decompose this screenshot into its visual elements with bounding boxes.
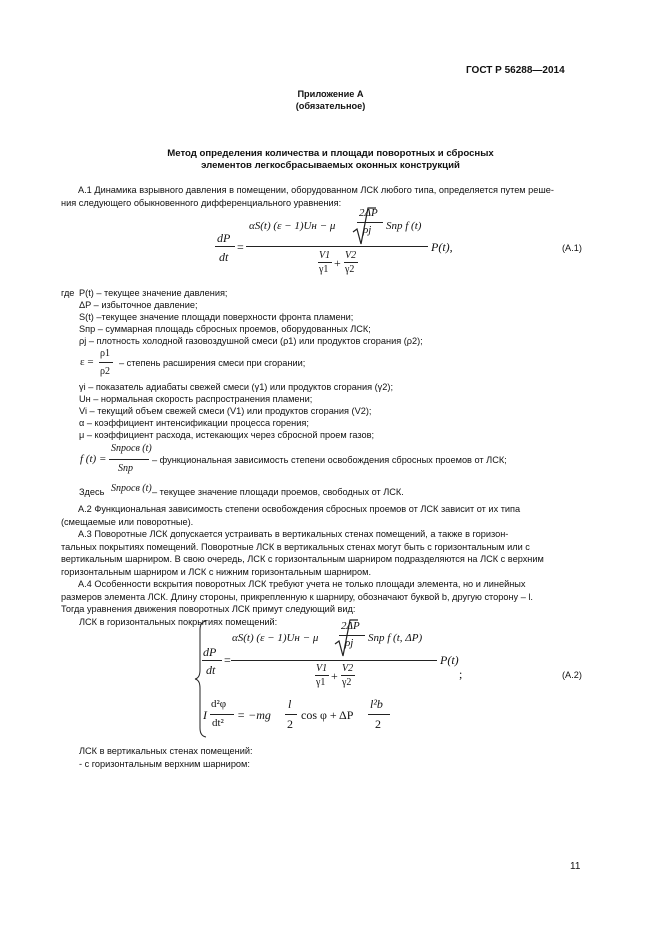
a2-den-plus: + (331, 669, 338, 683)
a2-l2b-den: 2 (375, 717, 381, 731)
a2-numerator-main: αS(t) (ε − 1)Uн − μ (232, 632, 319, 644)
definition-spr: Sпр – суммарная площадь сбросных проемов, оборудованных ЛСК; (79, 324, 371, 334)
den-g1: γ1 (319, 264, 329, 275)
den-v1-bar (318, 262, 332, 263)
a2-sqrt-numerator: 2ΔP (341, 620, 360, 632)
paragraph-a3-line: горизонтальным шарниром и ЛСК с нижним горизонтальным шарниром. (61, 566, 371, 577)
definition-mu: μ – коэффициент расхода, истекающих через сбросной проем газов; (79, 430, 374, 440)
den-v2-bar (344, 262, 358, 263)
paragraph-a3 (61, 528, 584, 578)
a2-dt2: dt² (212, 717, 224, 729)
numerator-tail: Sпр f (t) (386, 220, 422, 232)
den-v2: V2 (345, 250, 357, 261)
definition-vi: Vi – текущий объем свежей смеси (V1) или продуктов сгорания (V2); (79, 406, 372, 416)
section-title-line2: элементов легкосбрасываемых оконных конструкций (201, 160, 460, 171)
a2-inertia: I (203, 708, 207, 722)
paragraph-a2 (61, 503, 584, 528)
vertical-walls-label: ЛСК в вертикальных стенах помещений: (79, 746, 253, 756)
appendix-status: (обязательное) (295, 101, 366, 111)
paragraph-a2-line: А.2 Функциональная зависимость степени освобождения сбросных проемов от ЛСК зависит от их типа (78, 504, 521, 514)
a2-lhs-denominator: dt (206, 663, 216, 677)
a2-d2phi-bar (210, 714, 234, 715)
den-v1: V1 (319, 250, 331, 261)
a2-lhs-bar (202, 660, 222, 661)
definition-gamma: γi – показатель адиабаты свежей смеси (γ1) или продуктов сгорания (γ2); (79, 382, 393, 392)
definition-dp: ΔP – избыточное давление; (79, 300, 198, 310)
paragraph-a4-line: размеров элемента ЛСК. Длину стороны, прикрепленную к шарниру, обозначают буквой b, другую сторону – l. (61, 591, 533, 602)
horizontal-roof-label: ЛСК в горизонтальных покрытиях помещений: (79, 617, 278, 627)
a2-rhs: P(t) (440, 653, 459, 667)
sqrt-denominator: ρj (363, 224, 372, 236)
a2-d2phi: d²φ (211, 698, 227, 710)
rhs: P(t), (431, 240, 453, 254)
paragraph-a3-line: вертикальным шарниром. В свою очередь, ЛСК с горизонтальным шарниром подразделяются на ЛСК с верхним (61, 554, 544, 565)
definition-pt: P(t) – текущее значение давления; (79, 288, 228, 298)
a2-l-over-2-num: l (288, 697, 292, 711)
eps-denominator: ρ2 (100, 366, 110, 377)
paragraph-a4-line: А.4 Особенности вскрытия поворотных ЛСК требуют учета не только площади элемента, но и линейных (78, 579, 526, 589)
equation-number-a2: (А.2) (562, 670, 582, 680)
paragraph-a4 (61, 578, 584, 616)
definition-alpha: α – коэффициент интенсификации процесса горения; (79, 418, 309, 428)
a2-mg: = −mg (237, 708, 271, 722)
a2-den-v2-bar (341, 675, 355, 676)
a2-cos: cos φ + ΔP (301, 708, 354, 722)
lhs-numerator: dP (217, 231, 231, 245)
a2-main-bar (231, 660, 437, 661)
a2-den-v2: V2 (342, 663, 354, 674)
here-label: Здесь (79, 487, 105, 497)
numerator-main: αS(t) (ε − 1)Uн − μ (249, 220, 336, 232)
a2-sqrt-denominator: ρj (345, 637, 354, 649)
sqrt-fraction-bar (357, 222, 383, 223)
horizontal-top-hinge-label: - с горизонтальным верхним шарниром: (79, 759, 250, 769)
paragraph-a2-line: (смещаемые или поворотные). (61, 516, 194, 527)
a2-lhs-numerator: dP (203, 645, 217, 659)
definition-rho: ρj – плотность холодной газовоздушной смеси (ρ1) или продуктов сгорания (ρ2); (79, 336, 423, 346)
appendix-title: Приложение А (297, 89, 364, 99)
lhs-fraction-bar (215, 246, 235, 247)
section-title-line1: Метод определения количества и площади поворотных и сбросных (167, 148, 494, 159)
a2-equals: = (224, 653, 231, 667)
a2-numerator-tail: Sпр f (t, ΔP) (368, 632, 423, 644)
eps-fraction-bar (99, 362, 113, 363)
sqrt-numerator: 2ΔP (359, 207, 378, 219)
definition-st: S(t) –текущее значение площади поверхности фронта пламени; (79, 312, 354, 322)
ft-description: – функциональная зависимость степени освобождения сбросных проемов от ЛСК; (152, 455, 507, 465)
a2-l2b-num: l²b (370, 697, 383, 711)
a2-semicolon: ; (459, 667, 463, 681)
a2-sqrt-bar (339, 635, 365, 636)
equation-number-a1: (А.1) (562, 243, 582, 253)
a2-den-v1: V1 (316, 663, 328, 674)
eps-description: – степень расширения смеси при сгорании; (119, 358, 306, 368)
a2-l-over-2-den: 2 (287, 717, 293, 731)
main-fraction-bar (246, 246, 428, 247)
a2-den-g2: γ2 (342, 677, 352, 688)
den-plus: + (334, 256, 341, 270)
a2-den-g1: γ1 (316, 677, 326, 688)
a2-den-v1-bar (315, 675, 329, 676)
ft-numerator: Sпросв (t) (111, 443, 152, 454)
lhs-denominator: dt (219, 250, 229, 264)
ft-fraction-bar (109, 459, 149, 460)
paragraph-a3-line: А.3 Поворотные ЛСК допускается устраивать в вертикальных стенах помещений, а также в горизон- (78, 529, 509, 539)
equals-sign: = (237, 240, 244, 254)
ft-denominator: Sпр (118, 463, 133, 474)
here-symbol: Sпросв (t) (111, 483, 152, 494)
den-g2: γ2 (345, 264, 355, 275)
paragraph-a4-line: Тогда уравнения движения поворотных ЛСК примут следующий вид: (61, 604, 356, 615)
standard-number: ГОСТ Р 56288—2014 (466, 65, 565, 76)
eps-lhs: ε = (80, 356, 94, 368)
paragraph-a3-line: тальных покрытиях помещений. Поворотные ЛСК в вертикальных стенах могут быть с горизонтальным или с (61, 541, 530, 552)
paragraph-a1-line: ния следующего обыкновенного дифференциального уравнения: (61, 197, 342, 208)
paragraph-a1 (61, 184, 584, 209)
page-number: 11 (570, 861, 581, 872)
eps-numerator: ρ1 (100, 348, 110, 359)
a2-l-over-2-bar (285, 714, 297, 715)
here-description: – текущее значение площади проемов, свободных от ЛСК. (152, 487, 404, 497)
where-label: где (61, 288, 75, 298)
definition-un: Uн – нормальная скорость распространения пламени; (79, 394, 313, 404)
paragraph-a1-line: А.1 Динамика взрывного давления в помещении, оборудованном ЛСК любого типа, определяется путем реше- (78, 185, 554, 195)
ft-lhs: f (t) = (80, 453, 107, 465)
a2-l2b-bar (368, 714, 390, 715)
